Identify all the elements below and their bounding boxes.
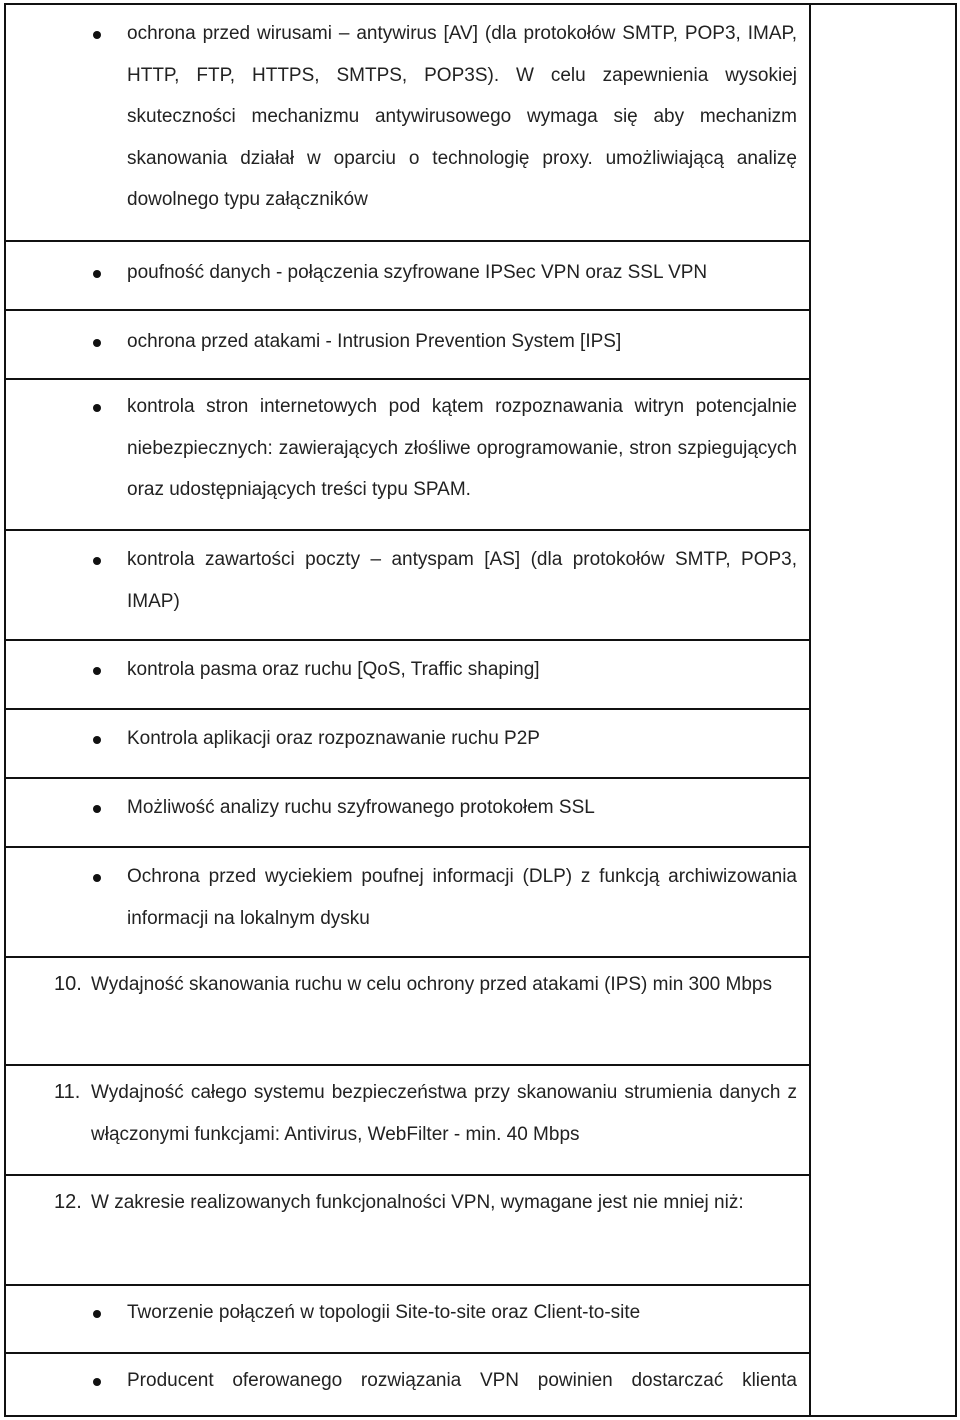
bullet-icon xyxy=(93,31,101,39)
row-text: Producent oferowanego rozwiązania VPN powinien dostarczać klienta xyxy=(127,1370,797,1391)
row-text: kontrola pasma oraz ruchu [QoS, Traffic shaping] xyxy=(127,659,540,680)
table-row xyxy=(6,380,809,531)
table-row xyxy=(6,641,809,710)
bullet-icon xyxy=(93,557,101,565)
bullet-icon xyxy=(93,667,101,675)
table-row xyxy=(6,958,809,1066)
specification-table xyxy=(4,3,957,1417)
row-number: 12. xyxy=(54,1191,82,1213)
table-row xyxy=(6,311,809,380)
table-row xyxy=(6,242,809,311)
row-text: kontrola zawartości poczty – antyspam [AS] (dla protokołów SMTP, POP3, IMAP) xyxy=(127,549,797,612)
table-row xyxy=(6,779,809,848)
row-text: W zakresie realizowanych funkcjonalności VPN, wymagane jest nie mniej niż: xyxy=(91,1192,744,1213)
row-text: Kontrola aplikacji oraz rozpoznawanie ruchu P2P xyxy=(127,728,540,749)
column-divider xyxy=(809,5,811,1415)
bullet-icon xyxy=(93,736,101,744)
row-number: 11. xyxy=(54,1081,81,1103)
row-text: Wydajność skanowania ruchu w celu ochrony przed atakami (IPS) min 300 Mbps xyxy=(91,974,772,995)
bullet-icon xyxy=(93,805,101,813)
row-text: Wydajność całego systemu bezpieczeństwa przy skanowaniu strumienia danych z włączonymi funkcjami: Antivirus, WebFilter - min. 40 Mbps xyxy=(91,1082,797,1145)
row-number: 10. xyxy=(54,973,82,995)
bullet-icon xyxy=(93,404,101,412)
table-row xyxy=(6,710,809,779)
table-row xyxy=(6,5,809,242)
row-text: poufność danych - połączenia szyfrowane IPSec VPN oraz SSL VPN xyxy=(127,262,708,283)
row-text: Możliwość analizy ruchu szyfrowanego protokołem SSL xyxy=(127,797,595,818)
table-row xyxy=(6,1176,809,1286)
table-row xyxy=(6,1066,809,1176)
row-text: kontrola stron internetowych pod kątem rozpoznawania witryn potencjalnie niebezpiecznych: zawierających złośliwe oprogramowanie, stron szpiegujących oraz udostępniających treści typu SPAM. xyxy=(127,396,797,500)
bullet-icon xyxy=(93,1378,101,1386)
bullet-icon xyxy=(93,1310,101,1318)
row-text: ochrona przed wirusami – antywirus [AV] (dla protokołów SMTP, POP3, IMAP, HTTP, FTP, HTTPS, SMTPS, POP3S). W celu zapewnienia wysokiej skuteczności mechanizmu antywirusowego wymaga się aby mechanizm skanowania działał w oparciu o technologię proxy. umożliwiającą analizę dowolnego typu załączników xyxy=(127,23,797,210)
row-text: ochrona przed atakami - Intrusion Prevention System [IPS] xyxy=(127,331,622,352)
table-row xyxy=(6,1354,809,1415)
table-row xyxy=(6,1286,809,1354)
bullet-icon xyxy=(93,874,101,882)
table-row xyxy=(6,848,809,958)
table-row xyxy=(6,531,809,641)
bullet-icon xyxy=(93,270,101,278)
row-text: Ochrona przed wyciekiem poufnej informacji (DLP) z funkcją archiwizowania informacji na lokalnym dysku xyxy=(127,866,797,929)
row-text: Tworzenie połączeń w topologii Site-to-site oraz Client-to-site xyxy=(127,1302,641,1323)
bullet-icon xyxy=(93,339,101,347)
